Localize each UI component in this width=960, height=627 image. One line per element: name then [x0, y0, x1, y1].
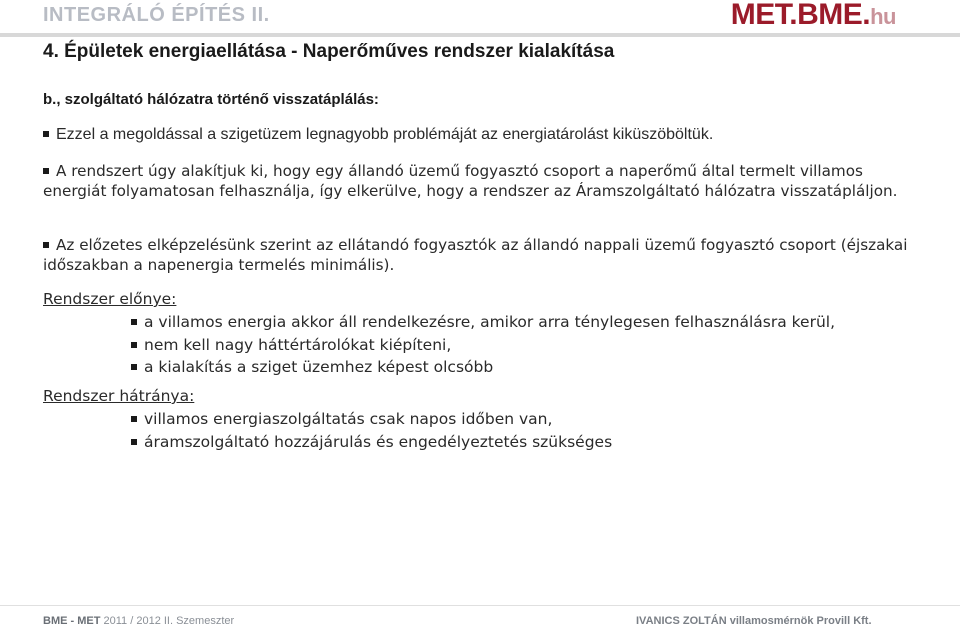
square-bullet-icon	[131, 319, 137, 325]
list-item-text: nem kell nagy háttértárolókat kiépíteni,	[144, 335, 452, 354]
slide-title: 4. Épületek energiaellátása - Naperőműves rendszer kialakítása	[43, 41, 615, 62]
square-bullet-icon	[131, 439, 137, 445]
header-divider	[0, 33, 960, 37]
paragraph-text: Ezzel a megoldással a szigetüzem legnagyobb problémáját az energiatárolást kiküszöböltük.	[56, 126, 714, 143]
footer-org: BME - MET	[43, 615, 101, 627]
disadvantages-list	[131, 408, 612, 453]
paragraph-2	[43, 161, 923, 201]
logo-suffix: hu	[870, 4, 896, 29]
list-item-text: a villamos energia akkor áll rendelkezésre, amikor arra ténylegesen felhasználásra kerül,	[144, 313, 836, 331]
footer-divider	[0, 605, 960, 606]
footer-semester	[43, 615, 234, 627]
square-bullet-icon	[131, 416, 137, 422]
square-bullet-icon	[43, 168, 49, 174]
list-item	[131, 408, 612, 431]
paragraph-text: Az előzetes elképzelésünk szerint az ellátandó fogyasztók az állandó nappali üzemű fogyasztó csoport (éjszakai időszakban a napenergia termelés minimális).	[43, 236, 908, 274]
square-bullet-icon	[131, 364, 137, 370]
paragraph-text: A rendszert úgy alakítjuk ki, hogy egy állandó üzemű fogyasztó csoport a naperőmű által termelt villamos energiát folyamatosan felhasználja, így elkerülve, hogy a rendszer az Áramszolgáltató hálózatra visszatápláljon.	[43, 162, 898, 200]
logo-main: MET.BME.	[730, 0, 871, 31]
list-item-text: áramszolgáltató hozzájárulás és engedélyeztetés szükséges	[144, 432, 613, 451]
footer-term: 2011 / 2012 II. Szemeszter	[103, 615, 235, 627]
paragraph-1	[43, 125, 923, 145]
disadvantages-label: Rendszer hátránya:	[43, 387, 195, 405]
list-item	[131, 431, 612, 454]
course-title: INTEGRÁLÓ ÉPÍTÉS II.	[43, 4, 270, 26]
square-bullet-icon	[43, 131, 49, 137]
list-item-text: a kialakítás a sziget üzemhez képest olcsóbb	[144, 358, 494, 376]
list-item	[131, 334, 835, 357]
footer-author: IVANICS ZOLTÁN villamosmérnök Provill Kft.	[636, 615, 872, 627]
advantages-label: Rendszer előnye:	[43, 290, 177, 308]
square-bullet-icon	[131, 342, 137, 348]
advantages-list	[131, 311, 835, 379]
square-bullet-icon	[43, 242, 49, 248]
list-item-text: villamos energiaszolgáltatás csak napos időben van,	[144, 410, 553, 428]
list-item	[131, 311, 835, 334]
list-item	[131, 356, 835, 379]
paragraph-3	[43, 235, 923, 275]
met-bme-logo	[731, 0, 896, 36]
slide-subtitle: b., szolgáltató hálózatra történő visszatáplálás:	[43, 91, 379, 108]
